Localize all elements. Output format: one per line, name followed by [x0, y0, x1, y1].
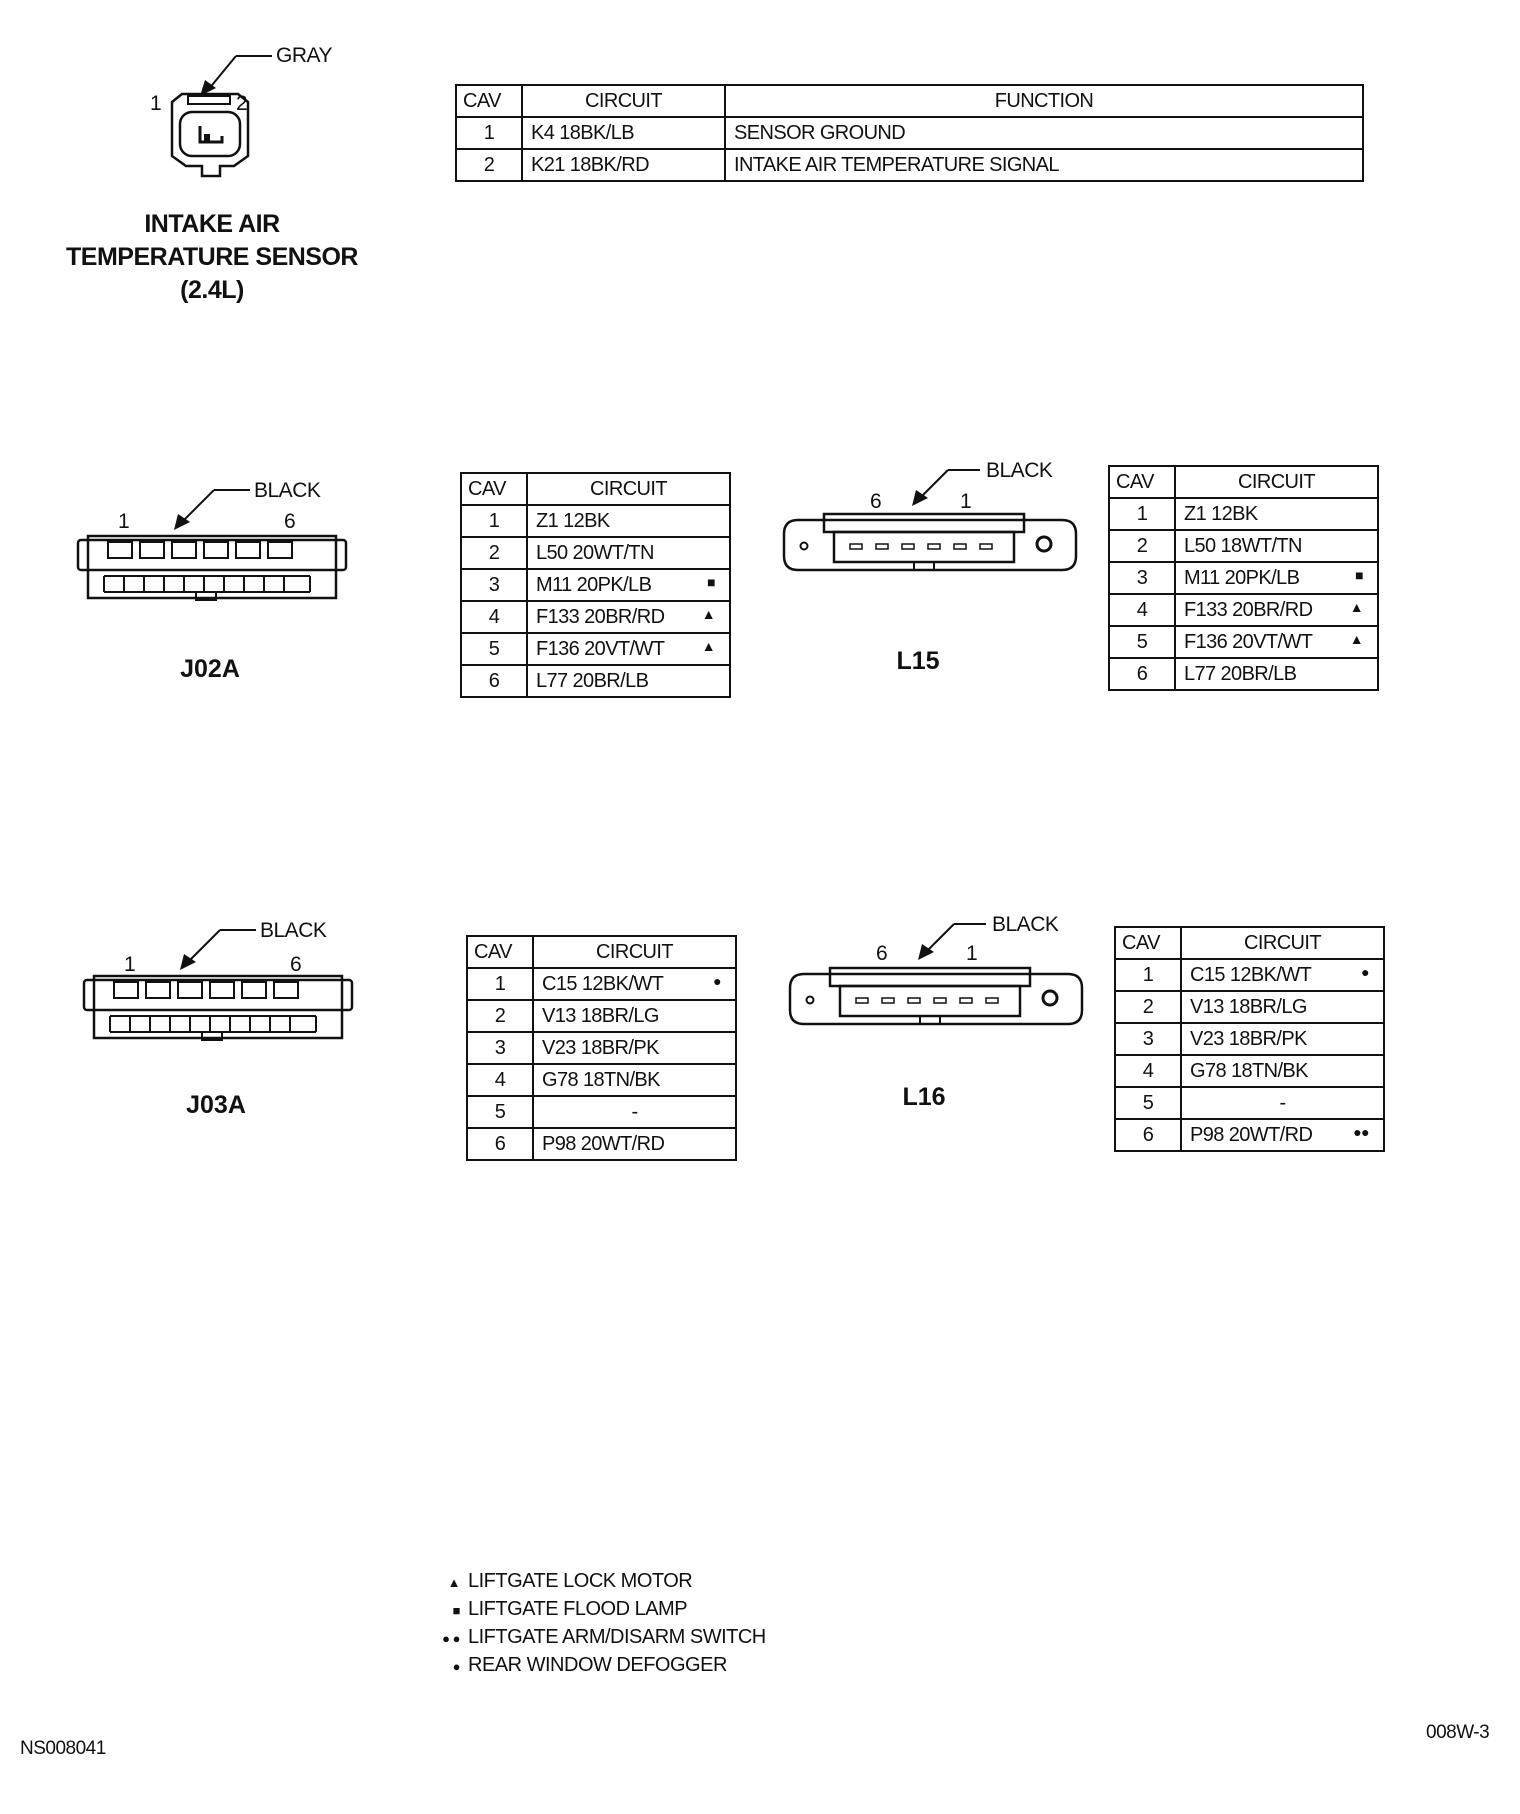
circuit-label: F133 20BR/RD	[1184, 598, 1313, 621]
cav-cell: 3	[467, 1032, 533, 1064]
cav-header: CAV	[1115, 927, 1181, 959]
circuit-cell	[527, 601, 730, 633]
l16-connector-name: L16	[902, 1083, 946, 1111]
l15-pinout-table	[1108, 465, 1379, 691]
circuit-header: CIRCUIT	[522, 85, 725, 117]
triangle-marker-icon: ▲	[701, 606, 715, 622]
iat-connector-drawing	[150, 50, 280, 190]
l16-pin-right-label: 1	[966, 942, 978, 965]
table-row	[456, 117, 1363, 149]
circuit-header: CIRCUIT	[1175, 466, 1378, 498]
table-row	[1109, 658, 1378, 690]
table-row	[461, 569, 730, 601]
cav-cell: 2	[1109, 530, 1175, 562]
circuit-label: F136 20VT/WT	[1184, 630, 1313, 653]
table-row	[461, 601, 730, 633]
cav-cell: 6	[467, 1128, 533, 1160]
function-cell: SENSOR GROUND	[725, 117, 1363, 149]
j02a-pin-left-label: 1	[118, 510, 130, 533]
table-row	[461, 505, 730, 537]
table-row	[1109, 594, 1378, 626]
legend-item	[426, 1596, 766, 1624]
table-header-row	[461, 473, 730, 505]
cav-cell: 4	[467, 1064, 533, 1096]
l15-pin-left-label: 6	[870, 490, 882, 513]
l15-connector-drawing	[780, 460, 1080, 580]
circuit-cell	[1175, 530, 1378, 562]
circuit-cell	[1181, 1087, 1384, 1119]
l16-pinout-table	[1114, 926, 1385, 1152]
circuit-label: F133 20BR/RD	[536, 605, 665, 628]
table-row	[1109, 530, 1378, 562]
legend-item	[426, 1624, 766, 1652]
figure-code-left: NS008041	[20, 1738, 106, 1759]
circuit-cell	[527, 505, 730, 537]
double-dot-marker-icon: ●●	[1353, 1124, 1369, 1140]
cav-cell: 6	[461, 665, 527, 697]
cav-cell: 2	[467, 1000, 533, 1032]
circuit-label: -	[631, 1100, 638, 1123]
legend-item	[426, 1568, 766, 1596]
circuit-label: V23 18BR/PK	[1190, 1027, 1307, 1050]
cav-header: CAV	[456, 85, 522, 117]
table-row	[1115, 1023, 1384, 1055]
circuit-header: CIRCUIT	[533, 936, 736, 968]
dot-marker-icon: ●	[1361, 964, 1369, 980]
circuit-label: V13 18BR/LG	[1190, 995, 1307, 1018]
circuit-label: Z1 12BK	[536, 509, 610, 532]
j02a-color-label: BLACK	[254, 479, 321, 502]
circuit-label: P98 20WT/RD	[1190, 1123, 1313, 1146]
cav-header: CAV	[1109, 466, 1175, 498]
square-legend-icon: ■	[452, 1603, 460, 1618]
dot-marker-icon: ●	[713, 973, 721, 989]
j02a-pinout-table	[460, 472, 731, 698]
cav-header: CAV	[467, 936, 533, 968]
j03a-pinout-table	[466, 935, 737, 1161]
table-row	[467, 1000, 736, 1032]
cav-cell: 1	[461, 505, 527, 537]
circuit-cell	[527, 665, 730, 697]
circuit-cell: K21 18BK/RD	[522, 149, 725, 181]
circuit-label: G78 18TN/BK	[542, 1068, 660, 1091]
circuit-label: M11 20PK/LB	[1184, 566, 1300, 589]
legend-text: LIFTGATE FLOOD LAMP	[468, 1598, 688, 1620]
table-row	[467, 1032, 736, 1064]
circuit-cell	[533, 1096, 736, 1128]
l16-connector-drawing	[786, 914, 1086, 1034]
function-cell: INTAKE AIR TEMPERATURE SIGNAL	[725, 149, 1363, 181]
cav-cell: 1	[1109, 498, 1175, 530]
circuit-cell	[1181, 1055, 1384, 1087]
cav-cell: 1	[456, 117, 522, 149]
table-row	[1115, 1055, 1384, 1087]
cav-cell: 3	[461, 569, 527, 601]
legend-item	[426, 1652, 766, 1680]
iat-pin-left-label: 1	[150, 92, 162, 115]
l15-pin-right-label: 1	[960, 490, 972, 513]
table-row	[467, 1064, 736, 1096]
circuit-label: L77 20BR/LB	[536, 669, 649, 692]
j03a-pin-left-label: 1	[124, 953, 136, 976]
function-header: FUNCTION	[725, 85, 1363, 117]
circuit-label: L50 20WT/TN	[536, 541, 654, 564]
table-row	[461, 537, 730, 569]
cav-cell: 4	[461, 601, 527, 633]
j03a-pin-right-label: 6	[290, 953, 302, 976]
figure-code-right: 008W-3	[1426, 1722, 1490, 1743]
iat-title-line-1: INTAKE AIR	[144, 210, 280, 238]
circuit-cell	[533, 1032, 736, 1064]
circuit-label: G78 18TN/BK	[1190, 1059, 1308, 1082]
cav-cell: 1	[467, 968, 533, 1000]
cav-cell: 2	[456, 149, 522, 181]
circuit-label: L50 18WT/TN	[1184, 534, 1302, 557]
cav-cell: 5	[467, 1096, 533, 1128]
j02a-connector-name: J02A	[180, 655, 240, 683]
triangle-marker-icon: ▲	[1349, 599, 1363, 615]
table-row	[1115, 991, 1384, 1023]
iat-title-line-3: (2.4L)	[180, 276, 244, 304]
cav-header: CAV	[461, 473, 527, 505]
table-row	[1115, 959, 1384, 991]
l15-color-label: BLACK	[986, 459, 1053, 482]
cav-cell: 5	[461, 633, 527, 665]
symbol-legend	[426, 1568, 766, 1680]
table-header-row	[1109, 466, 1378, 498]
cav-cell: 3	[1109, 562, 1175, 594]
circuit-cell	[1175, 626, 1378, 658]
circuit-label: V23 18BR/PK	[542, 1036, 659, 1059]
cav-cell: 2	[1115, 991, 1181, 1023]
cav-cell: 2	[461, 537, 527, 569]
triangle-marker-icon: ▲	[1349, 631, 1363, 647]
circuit-label: P98 20WT/RD	[542, 1132, 665, 1155]
table-row	[1109, 498, 1378, 530]
circuit-cell	[527, 537, 730, 569]
circuit-cell	[533, 968, 736, 1000]
j02a-connector-drawing	[74, 482, 354, 612]
iat-pinout-table	[455, 84, 1364, 182]
table-row	[1115, 1119, 1384, 1151]
table-header-row	[467, 936, 736, 968]
double-dot-legend-icon: ● ●	[442, 1631, 460, 1646]
circuit-cell	[1175, 594, 1378, 626]
circuit-label: C15 12BK/WT	[1190, 963, 1312, 986]
circuit-cell	[533, 1128, 736, 1160]
l15-connector-name: L15	[896, 647, 940, 675]
triangle-legend-icon: ▲	[447, 1575, 460, 1590]
cav-cell: 1	[1115, 959, 1181, 991]
cav-cell: 6	[1109, 658, 1175, 690]
table-header-row	[456, 85, 1363, 117]
circuit-header: CIRCUIT	[1181, 927, 1384, 959]
j03a-color-label: BLACK	[260, 919, 327, 942]
table-row	[1115, 1087, 1384, 1119]
legend-text: LIFTGATE LOCK MOTOR	[468, 1570, 693, 1592]
triangle-marker-icon: ▲	[701, 638, 715, 654]
circuit-cell: K4 18BK/LB	[522, 117, 725, 149]
j03a-connector-name: J03A	[186, 1091, 246, 1119]
cav-cell: 4	[1109, 594, 1175, 626]
dot-legend-icon: ●	[452, 1659, 460, 1674]
circuit-label: -	[1279, 1091, 1286, 1114]
circuit-label: V13 18BR/LG	[542, 1004, 659, 1027]
square-marker-icon: ■	[1355, 567, 1363, 583]
legend-text: LIFTGATE ARM/DISARM SWITCH	[468, 1626, 766, 1648]
cav-cell: 3	[1115, 1023, 1181, 1055]
circuit-cell	[1175, 658, 1378, 690]
cav-cell: 5	[1109, 626, 1175, 658]
circuit-label: C15 12BK/WT	[542, 972, 664, 995]
legend-text: REAR WINDOW DEFOGGER	[468, 1654, 727, 1676]
iat-sensor-title	[62, 208, 362, 307]
circuit-label: M11 20PK/LB	[536, 573, 652, 596]
j03a-connector-drawing	[80, 922, 360, 1052]
iat-pin-right-label: 2	[236, 92, 248, 115]
circuit-label: Z1 12BK	[1184, 502, 1258, 525]
table-row	[467, 1096, 736, 1128]
cav-cell: 5	[1115, 1087, 1181, 1119]
table-row	[461, 633, 730, 665]
circuit-cell	[527, 569, 730, 601]
iat-color-label: GRAY	[276, 44, 332, 67]
table-row	[461, 665, 730, 697]
table-row	[1109, 626, 1378, 658]
iat-title-line-2: TEMPERATURE SENSOR	[66, 243, 358, 271]
cav-cell: 6	[1115, 1119, 1181, 1151]
l16-pin-left-label: 6	[876, 942, 888, 965]
table-row	[467, 1128, 736, 1160]
table-row	[1109, 562, 1378, 594]
cav-cell: 4	[1115, 1055, 1181, 1087]
j02a-pin-right-label: 6	[284, 510, 296, 533]
square-marker-icon: ■	[707, 574, 715, 590]
circuit-label: L77 20BR/LB	[1184, 662, 1297, 685]
l16-color-label: BLACK	[992, 913, 1059, 936]
circuit-header: CIRCUIT	[527, 473, 730, 505]
circuit-cell	[1181, 1119, 1384, 1151]
circuit-cell	[533, 1064, 736, 1096]
circuit-label: F136 20VT/WT	[536, 637, 665, 660]
table-row	[456, 149, 1363, 181]
circuit-cell	[527, 633, 730, 665]
circuit-cell	[1175, 562, 1378, 594]
circuit-cell	[1181, 959, 1384, 991]
circuit-cell	[533, 1000, 736, 1032]
circuit-cell	[1181, 1023, 1384, 1055]
table-row	[467, 968, 736, 1000]
circuit-cell	[1175, 498, 1378, 530]
circuit-cell	[1181, 991, 1384, 1023]
table-header-row	[1115, 927, 1384, 959]
